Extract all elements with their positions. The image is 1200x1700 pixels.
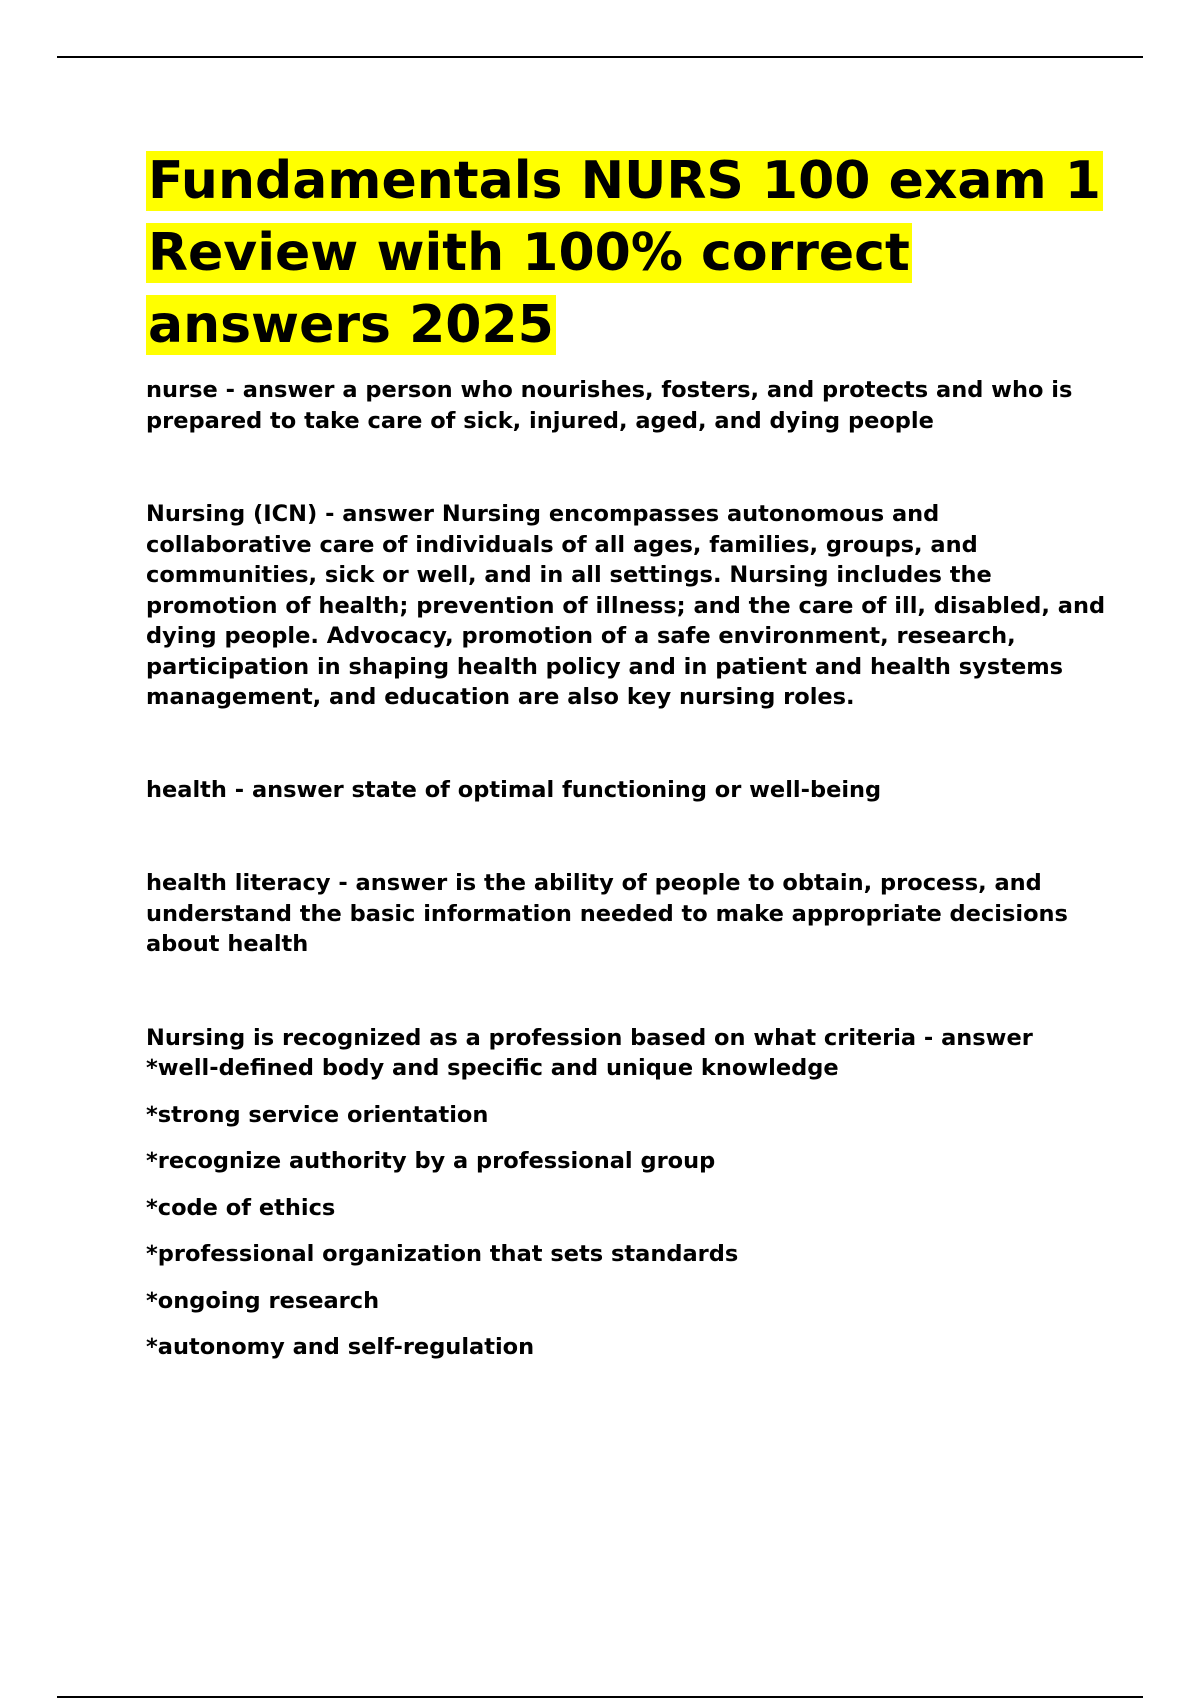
- entry-health-literacy: health literacy - answer is the ability of people to obtain, process, and understand the basic information needed to make appropriate decisions about health: [146, 870, 1068, 957]
- document-title: [146, 145, 1106, 361]
- entry-nursing-icn: Nursing (ICN) - answer Nursing encompasses autonomous and collaborative care of individuals of all ages, families, groups, and communities, sick or well, and in all settings. Nursing includes the promotion of health; prevention of illness; and the care of ill, disabled, and dying people. Advocacy, promotion of a safe environment, research, participation in shaping health policy and in patient and health systems management, and education are also key nursing roles.: [146, 501, 1106, 710]
- list-item: *recognize authority by a professional group: [146, 1148, 716, 1174]
- entry-nurse: nurse - answer a person who nourishes, fosters, and protects and who is prepared to take care of sick, injured, aged, and dying people: [146, 377, 1073, 434]
- bottom-divider: [57, 1696, 1143, 1698]
- criteria-list: [146, 1100, 1106, 1363]
- list-item: *autonomy and self-regulation: [146, 1334, 535, 1360]
- list-item: *professional organization that sets standards: [146, 1241, 739, 1267]
- list-item: *ongoing research: [146, 1287, 380, 1314]
- list-item: *strong service orientation: [146, 1101, 489, 1128]
- list-item: *code of ethics: [146, 1194, 336, 1221]
- highlighted-title-text: Fundamentals NURS 100 exam 1 Review with 100% correct answers 2025: [148, 151, 1101, 355]
- entry-health: health - answer state of optimal functioning or well-being: [146, 776, 882, 803]
- document-body: [146, 145, 1106, 1363]
- top-divider: [57, 56, 1143, 58]
- entry-profession-criteria: Nursing is recognized as a profession based on what criteria - answer *well-defined body and specific and unique knowledge: [146, 1024, 1033, 1081]
